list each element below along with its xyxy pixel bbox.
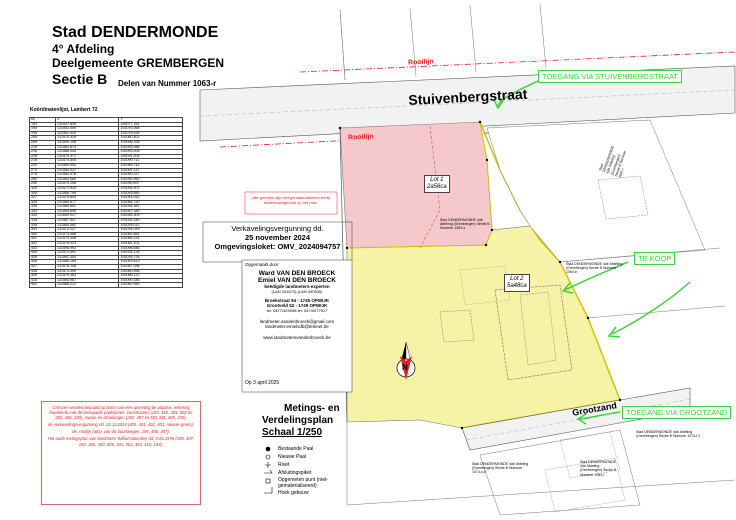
coord-cell-y: 192090.185	[119, 278, 183, 283]
coord-table-body	[30, 122, 183, 287]
coord-cell-x: 131589.851	[55, 205, 119, 210]
coord-cell-y: 192066.122	[119, 274, 183, 279]
coord-cell-x: 131573.090	[55, 269, 119, 274]
for-sale-label: TE KOOP	[634, 252, 675, 265]
legend-item-new-post: Nieuwe Paal	[278, 454, 307, 460]
note-1: Grenzen worden bepaald op basis van een opmeting ter plaatse, rekening houdende met de bestaande paalstenen, constructies (193, 410, 403, 502 en 282, 406, 330), muren en afsluitingen (282, 407 en 502,341, 405, 330).	[49, 405, 193, 421]
surveyor-email-2[interactable]: landmeter.emielvdb@telenet.be	[265, 324, 329, 329]
street-stuivenbergstraat: Stuivenbergstraat	[408, 85, 528, 108]
coord-cell-x: 131576.804	[55, 196, 119, 201]
coord-cell-x: 131553.009	[55, 127, 119, 132]
coord-cell-y: 192090.597	[119, 182, 183, 187]
surveyor-website[interactable]: www.landmetersvandenbroeck.be	[263, 335, 331, 340]
coord-cell-nr: 402	[30, 242, 56, 247]
coord-cell-nr: 194	[30, 127, 56, 132]
coord-cell-nr: 409	[30, 274, 56, 279]
coord-cell-nr: 220	[30, 163, 56, 168]
coord-cell-y: 192092.086	[119, 145, 183, 150]
coord-cell-nr: 282	[30, 177, 56, 182]
coord-cell-nr: 407	[30, 265, 56, 270]
surveyor-block	[245, 270, 349, 340]
coord-cell-nr: 278	[30, 173, 56, 178]
coord-cell-y: 192093.208	[119, 150, 183, 155]
coord-cell-y: 192067.296	[119, 265, 183, 270]
coord-cell-x: 131574.371	[55, 154, 119, 159]
coord-cell-x: 131588.444	[55, 150, 119, 155]
section-title: Sectie B	[52, 71, 108, 87]
coord-cell-nr: 209	[30, 140, 56, 145]
coord-cell-x: 131566.212	[55, 283, 119, 288]
coord-cell-x: 131579.348	[55, 237, 119, 242]
coord-cell-nr: 195	[30, 131, 56, 136]
rooilijn-top-label: Rooilijn	[407, 58, 434, 67]
legend-item-measured-point: Opgemeten punt (niet-gematerialiseerd)	[278, 477, 329, 489]
permit-date: 25 november 2024	[244, 233, 311, 242]
surveyor-name-1: Ward VAN DEN BROECK	[258, 270, 336, 277]
coord-cell-x: 131566.795	[55, 191, 119, 196]
legend-item-existing-post: Bestaande Paal	[278, 446, 314, 452]
coord-cell-x: 131580.994	[55, 163, 119, 168]
coord-cell-nr: 408	[30, 269, 56, 274]
coord-cell-nr: 334	[30, 219, 56, 224]
neighbor-label-2: Stad DENDERMONDE 4de Afdeling (Grembergen) Sectie B Nummer 1060-b	[566, 262, 623, 275]
neighbor-label-3: Stad DENDERMONDE 4de Afdeling (Grembergen) Sectie B Nummer 1067-r	[598, 145, 627, 179]
lot-1-name: Lot 1	[430, 177, 444, 183]
coord-cell-y: 192090.227	[119, 173, 183, 178]
coord-cell-y: 192076.026	[119, 131, 183, 136]
coord-cell-y: 192095.335	[119, 140, 183, 145]
coord-cell-x: 131581.874	[55, 145, 119, 150]
coord-cell-x: 131576.423	[55, 242, 119, 247]
surveyor-name-2: Emiel VAN DEN BROECK	[258, 277, 336, 284]
surveyor-phone: tel. 0477/429098 tel. 0474/077517	[266, 308, 328, 313]
coord-cell-x: 131590.156	[55, 140, 119, 145]
coord-cell-nr: 403	[30, 246, 56, 251]
coord-cell-nr: 405	[30, 255, 56, 260]
coord-cell-y: 192060.402	[119, 136, 183, 141]
coord-cell-x: 131584.085	[55, 177, 119, 182]
neighbor-label-6: Stad DENDERMONDE 4de Afdeling (Grembergen) Sectie B Nummer 1062-r	[580, 460, 616, 477]
surveyor-heading: Opgemaakt door	[245, 262, 279, 267]
coord-cell-x: 131570.298	[55, 182, 119, 187]
coord-cell-nr: 332	[30, 209, 56, 214]
neighbor-label-5: Stad DENDERMONDE 4de Afdeling (Grembergen) Sectie B Nummer 1074-s 5	[472, 462, 529, 475]
coord-cell-y: 192094.307	[119, 186, 183, 191]
surveyor-address-1: Broekstraat 94 - 1745 OPWIJK	[264, 298, 330, 303]
coord-cell-y: 192062.983	[119, 283, 183, 288]
coord-cell-nr: 327	[30, 196, 56, 201]
coord-cell-nr: 333	[30, 214, 56, 219]
surveyor-address-2: Grootveld 52 - 1745 OPWIJK	[266, 303, 328, 308]
coord-cell-y: 192077.161	[119, 122, 183, 127]
legend-item-fence-stake: Afsluitingspiket	[278, 470, 312, 476]
coord-table	[29, 117, 183, 288]
coord-cell-y: 192029.012	[119, 223, 183, 228]
coord-cell-nr: 400	[30, 232, 56, 237]
division-title: 4° Afdeling	[52, 42, 115, 56]
rooilijn-mid-label: Rooilijn	[347, 133, 374, 142]
coord-cell-nr: 406	[30, 260, 56, 265]
coord-header-y: Y	[119, 118, 183, 123]
coord-cell-y: 192089.742	[119, 163, 183, 168]
permit-reference: Omgevingsloket: OMV_2024094757	[214, 242, 341, 251]
legend-symbols	[264, 447, 272, 493]
coord-cell-nr: 341	[30, 228, 56, 233]
coord-cell-x: 131594.696	[55, 209, 119, 214]
street-grootzand: Grootzand	[571, 400, 618, 418]
plan-title	[262, 403, 340, 439]
subdivision-title: Deelgemeente GREMBERGEN	[52, 56, 225, 70]
coord-cell-nr: 205	[30, 136, 56, 141]
access-stuivenbergstraat-label: TOEGANG VIA STUIVENBERGSTRAAT	[538, 70, 682, 83]
coord-cell-x: 131584.462	[55, 223, 119, 228]
coord-cell-y: 192034.039	[119, 228, 183, 233]
coord-cell-nr: 215	[30, 145, 56, 150]
coord-cell-y: 192076.068	[119, 127, 183, 132]
coord-cell-x: 131591.353	[55, 255, 119, 260]
note-2: de verkavelingsvergunning dd. 25.11.2024 (400, 401, 402, 403, nieuwe grens),	[48, 422, 194, 428]
coord-cell-x: 131580.677	[55, 200, 119, 205]
note-4: Het oude metingsplan van landmeter William Bombey dd. 9.06.1976 (195, 407, 282, 406, 330, 405, 341, 502, 403, 410, 193).	[47, 436, 195, 447]
surveyor-email-1[interactable]: landmeter.vandenbroeck@gmail.com	[259, 319, 335, 324]
coord-cell-nr: 502	[30, 283, 56, 288]
coord-cell-y: 192094.381	[119, 205, 183, 210]
coord-cell-nr: 401	[30, 237, 56, 242]
coord-cell-nr: 404	[30, 251, 56, 256]
legend	[278, 445, 348, 497]
coord-cell-y: 192034.349	[119, 219, 183, 224]
plan-title-line-2: Verdelingsplan	[262, 415, 334, 426]
coord-cell-y: 192092.950	[119, 177, 183, 182]
coord-cell-y: 192060.562	[119, 232, 183, 237]
legend-item-building-corner: Hoek gebouw	[278, 490, 309, 496]
plan-date: Op 3 april 2025	[245, 380, 280, 386]
neighbor-label-1: Stad DENDERMONDE 4de Afdeling (Grembergen) Sectie B Nummer 1063-s	[440, 218, 490, 231]
legend-item-rivet: Rivet	[278, 462, 290, 468]
lot-2-area: 5a48ca	[507, 283, 527, 289]
coord-cell-y: 192046.309	[119, 214, 183, 219]
coord-cell-x: 131570.419	[55, 136, 119, 141]
permit-line-1: Verkavelingsvergunning dd.	[231, 224, 324, 233]
coord-table-row	[30, 283, 183, 288]
coord-cell-x: 131573.068	[55, 232, 119, 237]
lot-1-area: 2a56ca	[427, 184, 447, 190]
note-3: de. rooilijn (atlas van de buurtwegen, 195, 400, 407).	[72, 429, 170, 435]
coord-cell-nr: 410	[30, 278, 56, 283]
coord-cell-x: 131579.363	[55, 274, 119, 279]
neighbor-label-4: Stad DENDERMONDE 4de Afdeling (Grembergen) Sectie B Nummer 1074-f 2	[636, 430, 701, 439]
coord-cell-nr: 193	[30, 122, 56, 127]
coord-cell-nr: 219	[30, 159, 56, 164]
coord-cell-x: 131547.839	[55, 122, 119, 127]
coord-cell-x: 131572.491	[55, 251, 119, 256]
coord-cell-y: 192047.283	[119, 209, 183, 214]
coord-cell-y: 192090.711	[119, 159, 183, 164]
coord-table-title: Koördinatenlijst, Lambert 72	[30, 107, 98, 113]
coord-cell-x: 131596.992	[55, 246, 119, 251]
coord-cell-y: 192066.124	[119, 237, 183, 242]
boundary-notes	[41, 401, 201, 505]
coord-cell-y: 192053.613	[119, 260, 183, 265]
permit-box	[203, 224, 352, 251]
coord-cell-nr: 326	[30, 191, 56, 196]
coord-cell-nr: 325	[30, 186, 56, 191]
coord-cell-x: 131600.027	[55, 214, 119, 219]
coord-cell-nr: 330	[30, 205, 56, 210]
coord-cell-nr: 329	[30, 200, 56, 205]
coord-cell-x: 131562.429	[55, 131, 119, 136]
coord-cell-y: 192034.129	[119, 251, 183, 256]
coord-cell-nr: 216	[30, 150, 56, 155]
lot-2-label	[504, 274, 530, 292]
coord-cell-x: 131575.500	[55, 159, 119, 164]
coord-cell-y: 192098.546	[119, 246, 183, 251]
plan-scale: Schaal 1/250	[262, 427, 323, 438]
surveyor-role: beëdigde landmeters-experten	[264, 284, 330, 289]
coord-cell-x: 131586.184	[55, 260, 119, 265]
north-label: N	[402, 363, 408, 372]
coord-cell-nr: 218	[30, 154, 56, 159]
coord-cell-x: 131572.127	[55, 228, 119, 233]
coord-header-x: X	[55, 118, 119, 123]
lot-1-label	[424, 175, 450, 193]
coord-cell-y: 192039.726	[119, 255, 183, 260]
coord-cell-nr: 290	[30, 182, 56, 187]
coord-cell-y: 192093.850	[119, 191, 183, 196]
red-note: Alle grenzen zijn niet gematerialiseerd tenzij anders aangeduid op het plan.	[251, 195, 331, 205]
coord-cell-y: 192044.052	[119, 196, 183, 201]
coord-cell-y: 192091.205	[119, 154, 183, 159]
coord-cell-nr: 273	[30, 168, 56, 173]
coord-cell-x: 131567.547	[55, 219, 119, 224]
coord-cell-x: 131584.478	[55, 173, 119, 178]
coord-cell-x: 131564.967	[55, 278, 119, 283]
city-title: Stad DENDERMONDE	[52, 24, 219, 41]
coord-cell-y: 192084.720	[119, 200, 183, 205]
surveyor-lan: (LAN 161673) (LAN 040530)	[271, 289, 323, 294]
coord-cell-y: 192061.101	[119, 242, 183, 247]
coord-cell-x: 131571.925	[55, 186, 119, 191]
lot-2-name: Lot 2	[510, 276, 524, 282]
coord-cell-y: 192091.137	[119, 168, 183, 173]
coord-cell-y: 192060.558	[119, 269, 183, 274]
coord-cell-nr: 335	[30, 223, 56, 228]
parcel-number: Delen van Nummer 1063-r	[118, 79, 217, 88]
coord-cell-x: 131576.148	[55, 265, 119, 270]
access-grootzand-label: TOEGANG VIA GROOTZAND	[622, 406, 731, 419]
plan-title-line-1: Metings- en	[284, 403, 340, 414]
coord-header-nr: Nr	[30, 118, 56, 123]
coord-cell-x: 131584.017	[55, 168, 119, 173]
